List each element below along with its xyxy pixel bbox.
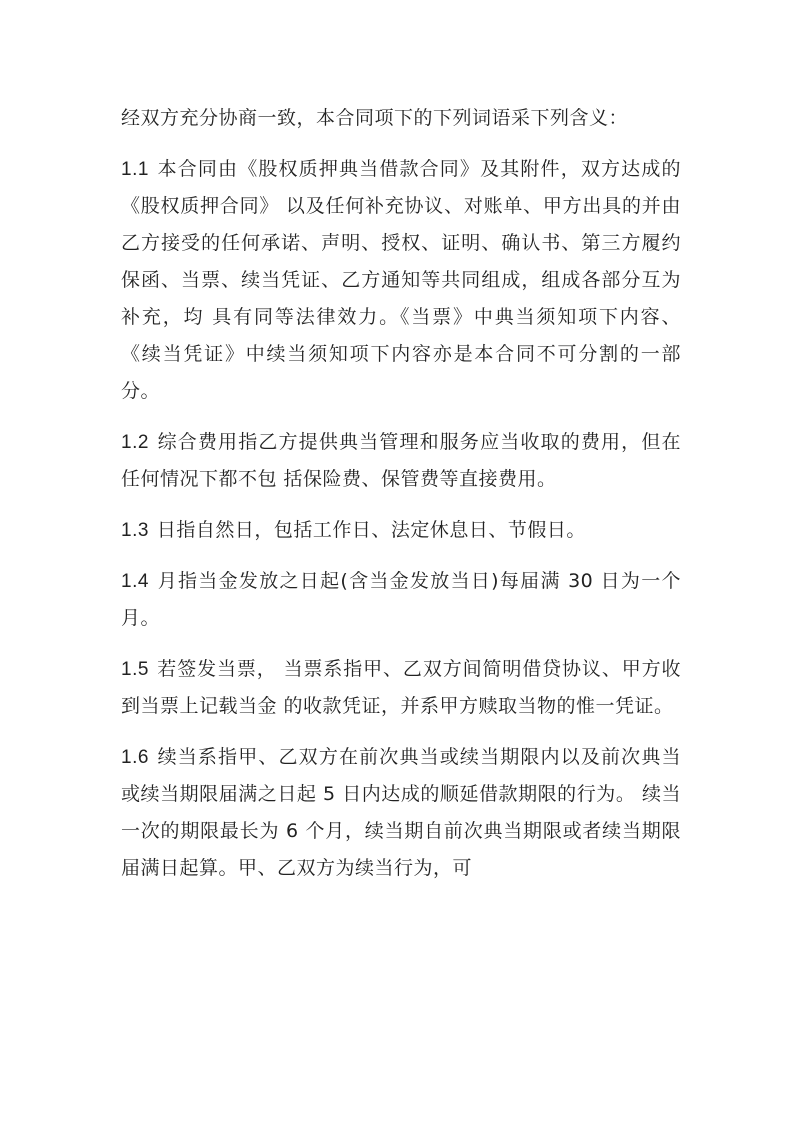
clause-number: 1.4 — [121, 571, 149, 592]
clause-number: 1.3 — [121, 520, 149, 541]
clause-1-3 — [121, 512, 681, 549]
clause-text: 月指当金发放之日起(含当金发放当日)每届满 30 日为一个月。 — [121, 570, 681, 629]
clause-number: 1.6 — [121, 747, 149, 768]
clause-number: 1.5 — [121, 659, 149, 680]
clause-1-5 — [121, 651, 681, 725]
clause-text: 续当系指甲、乙双方在前次典当或续当期限内以及前次典当或续当期限届满之日起 5 日内达成的顺延借款期限的行为。 续当一次的期限最长为 6 个月，续当期自前次典当期限或者续当期限届满日起算。甲、乙双方为续当行为，可 — [121, 746, 681, 879]
intro-paragraph: 经双方充分协商一致，本合同项下的下列词语采下列含义： — [121, 107, 629, 129]
clause-number: 1.2 — [121, 432, 149, 453]
clause-text: 本合同由《股权质押典当借款合同》及其附件，双方达成的《股权质押合同》 以及任何补充协议、对账单、甲方出具的并由乙方接受的任何承诺、声明、授权、证明、确认书、第三方履约保函、当票、续当凭证、乙方通知等共同组成，组成各部分互为补充，均 具有同等法律效力。《当票》中典当须知项下内容、 《续当凭证》中续当须知项下内容亦是本合同不可分割的一部分。 — [121, 158, 681, 402]
document-body — [121, 100, 681, 901]
clause-1-2 — [121, 424, 681, 498]
clause-1-1 — [121, 151, 681, 410]
clause-text: 综合费用指乙方提供典当管理和服务应当收取的费用，但在任何情况下都不包 括保险费、保管费等直接费用。 — [121, 431, 681, 490]
clause-number: 1.1 — [121, 159, 149, 180]
clause-1-6 — [121, 739, 681, 887]
clause-text: 日指自然日，包括工作日、法定休息日、节假日。 — [156, 519, 586, 541]
clause-1-4 — [121, 563, 681, 637]
clause-text: 若签发当票， 当票系指甲、乙双方间简明借贷协议、甲方收到当票上记载当金 的收款凭证，并系甲方赎取当物的惟一凭证。 — [121, 658, 681, 717]
